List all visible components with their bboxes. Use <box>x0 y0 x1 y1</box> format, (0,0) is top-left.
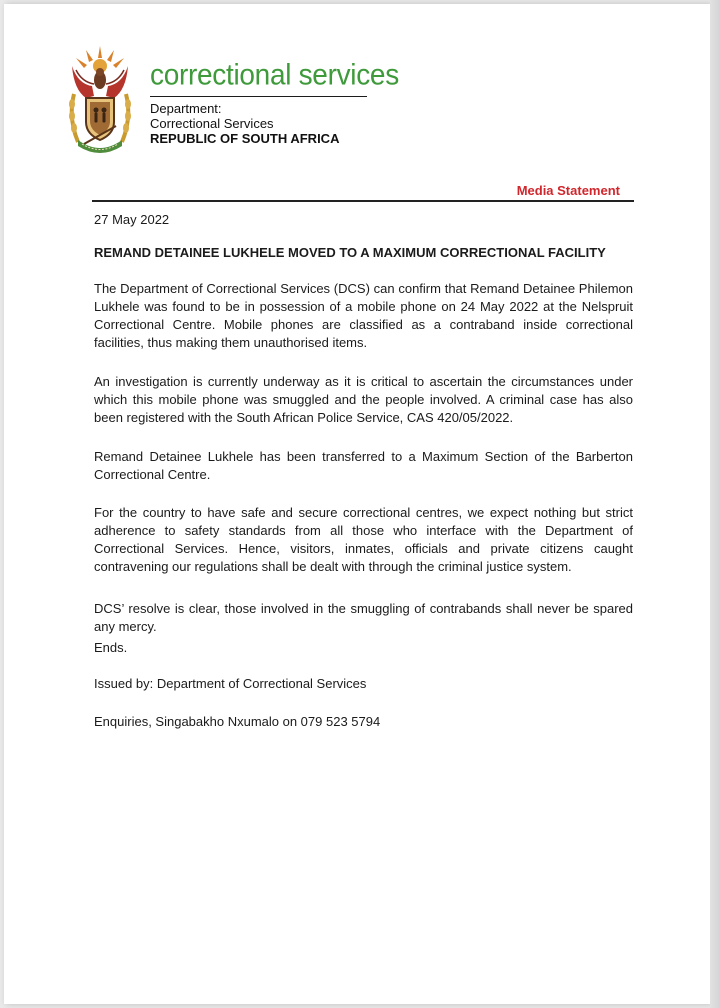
paragraph-4: For the country to have safe and secure correctional centres, we expect nothing but strict adherence to safety standards from all those who interface with the Department of Correctional Services. Hence, visitors, inmates, officials and private citizens caught contravening our regulations shall be dealt with through the criminal justice system. <box>94 505 633 574</box>
enquiries-line: Enquiries, Singabakho Nxumalo on 079 523 5794 <box>94 714 381 729</box>
coat-of-arms-icon <box>64 44 136 156</box>
ends-line: Ends. <box>94 640 128 655</box>
issued-by-line: Issued by: Department of Correctional Services <box>94 676 367 691</box>
statement-divider <box>92 200 634 202</box>
document-page <box>4 4 710 1004</box>
statement-headline: REMAND DETAINEE LUKHELE MOVED TO A MAXIMUM CORRECTIONAL FACILITY <box>94 245 606 260</box>
media-statement-label: Media Statement <box>516 183 620 198</box>
brand-divider <box>150 96 367 97</box>
dept-line-2: Correctional Services <box>150 116 274 131</box>
paragraph-5: DCS’ resolve is clear, those involved in the smuggling of contrabands shall never be spared any mercy. <box>94 601 633 634</box>
statement-date: 27 May 2022 <box>94 212 170 227</box>
department-block <box>150 101 339 146</box>
paragraph-1: The Department of Correctional Services (DCS) can confirm that Remand Detainee Philemon Lukhele was found to be in possession of a mobile phone on 24 May 2022 at the Nelspruit Correctional Centre. Mobile phones are classified as a contraband inside correctional facilities, thus making them unauthorised items. <box>94 281 633 350</box>
paragraph-2: An investigation is currently underway as it is critical to ascertain the circumstances under which this mobile phone was smuggled and the people involved. A criminal case has also been registered with the South African Police Service, CAS 420/05/2022. <box>94 374 633 425</box>
dept-line-3: REPUBLIC OF SOUTH AFRICA <box>150 131 340 146</box>
paragraph-3: Remand Detainee Lukhele has been transferred to a Maximum Section of the Barberton Correctional Centre. <box>94 449 633 482</box>
brand-wordmark: correctional services <box>150 58 399 91</box>
page-edge-shadow <box>710 0 720 1008</box>
dept-line-1: Department: <box>150 101 222 116</box>
